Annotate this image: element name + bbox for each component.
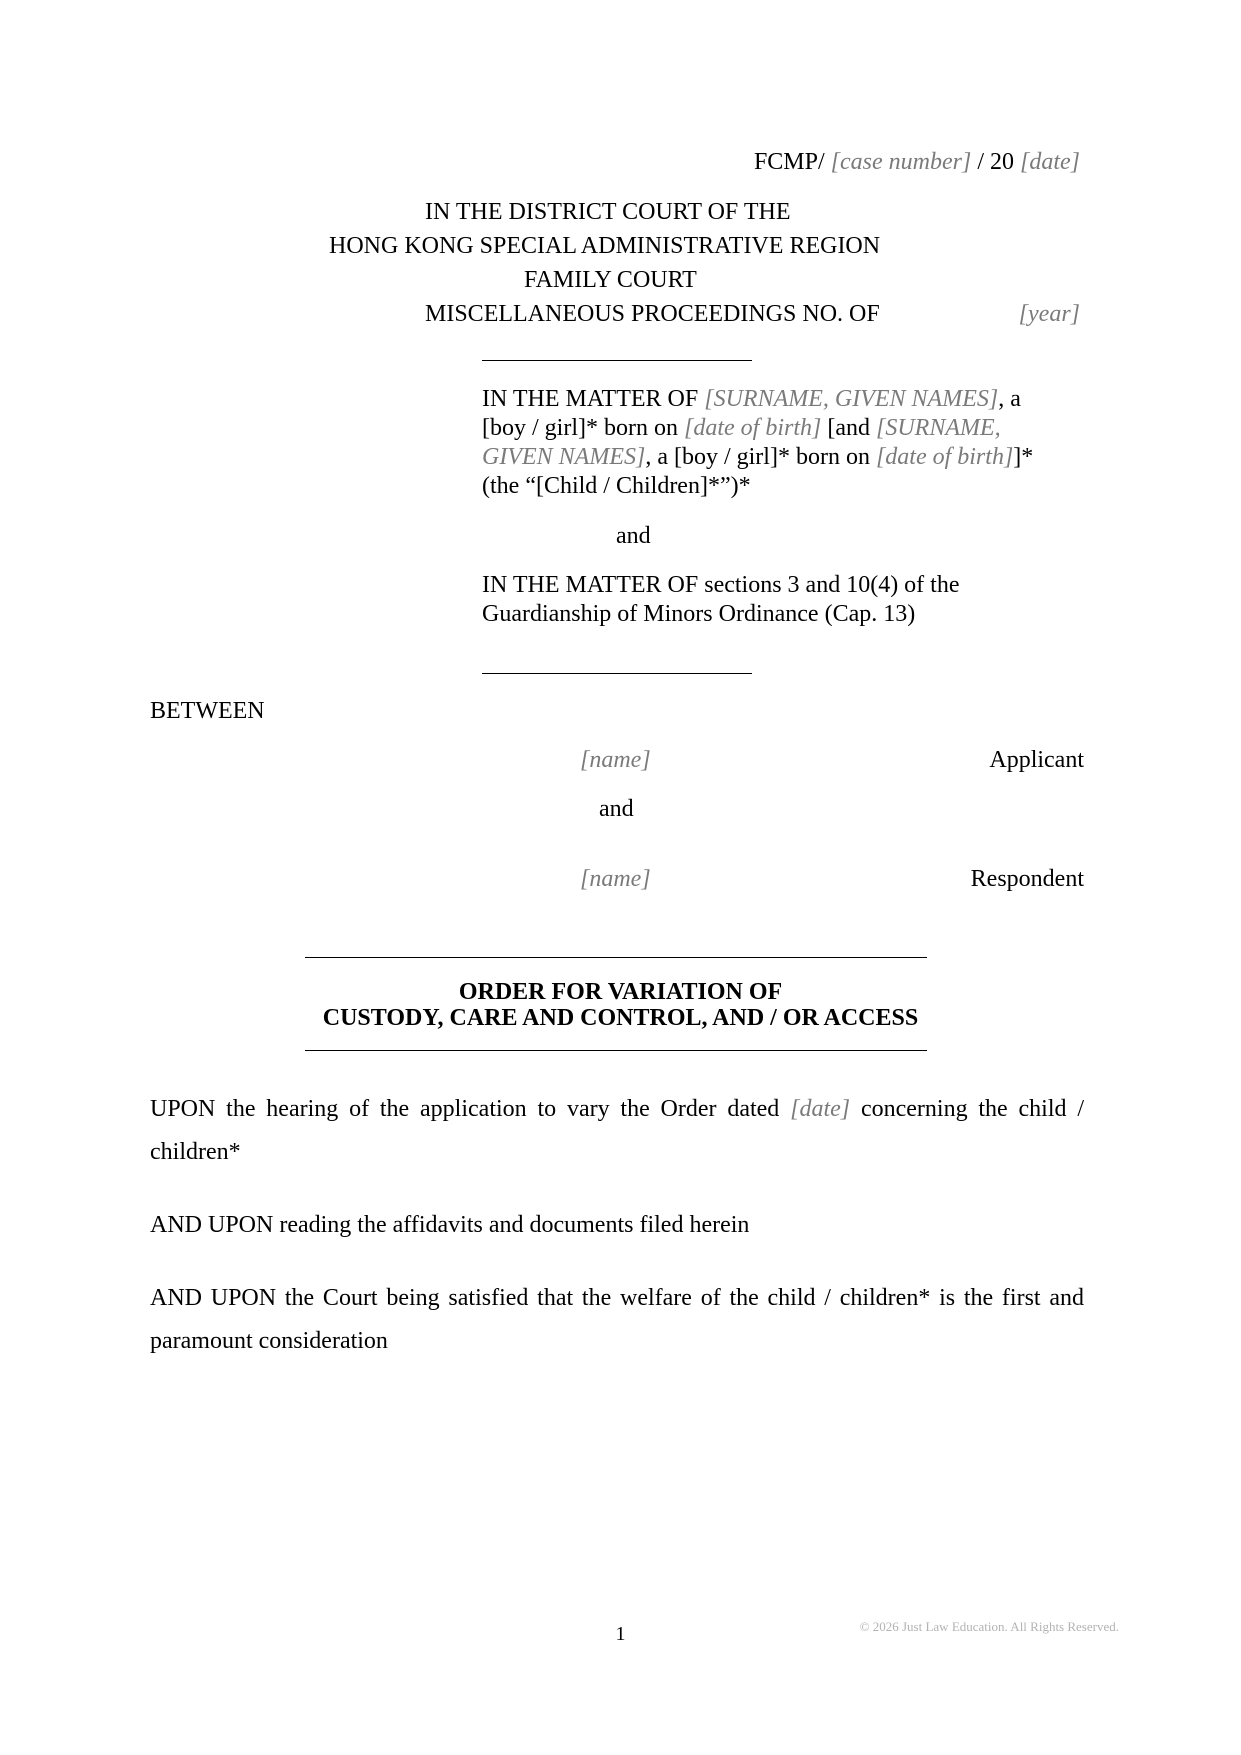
matter-children [482, 385, 1062, 501]
matter1-text-2: , a [boy / girl]* born on [482, 386, 1021, 441]
second-child-dob-placeholder: [date of birth] [875, 444, 1014, 470]
respondent-name-placeholder: [name] [580, 866, 651, 892]
matter1-text-1: IN THE MATTER OF [482, 386, 705, 412]
case-prefix: FCMP/ [753, 149, 825, 175]
matter-and: and [616, 523, 651, 549]
case-year-prefix: / 20 [977, 149, 1014, 175]
case-date-placeholder: [date] [1020, 149, 1080, 175]
order-date-placeholder: [date] [790, 1096, 851, 1122]
applicant-label: Applicant [989, 747, 1084, 773]
matter-ordinance [482, 571, 1062, 629]
recital-1-text-a: UPON the hearing of the application to vary the Order dated [150, 1096, 791, 1122]
parties-and: and [599, 796, 634, 822]
respondent-label: Respondent [970, 866, 1084, 892]
recital-welfare: AND UPON the Court being satisfied that the welfare of the child / children* is the first and paramount consideration [150, 1285, 1084, 1354]
child-dob-placeholder: [date of birth] [683, 415, 822, 441]
between-label: BETWEEN [150, 698, 265, 724]
recital-hearing [150, 1088, 1084, 1174]
divider-top [482, 360, 752, 361]
applicant-name-placeholder: [name] [580, 747, 651, 773]
copyright-notice: © 2026 Just Law Education. All Rights Reserved. [859, 1619, 1119, 1634]
matter1-text-4: , a [boy / girl]* born on [645, 444, 876, 470]
title-rule-top [305, 957, 927, 958]
case-number-placeholder: [case number] [830, 149, 972, 175]
case-reference [754, 148, 1080, 177]
child-name-placeholder: [SURNAME, GIVEN NAMES] [704, 386, 999, 412]
order-title-line-2: CUSTODY, CARE AND CONTROL, AND / OR ACCESS [322, 1005, 919, 1031]
matter2-text: IN THE MATTER OF sections 3 and 10(4) of the Guardianship of Minors Ordinance (Cap. 13) [482, 572, 960, 627]
matter1-text-3: [and [821, 415, 876, 441]
matter1-text-5: ]* (the “[Child / Children]*”)* [482, 444, 1034, 499]
recital-1-text-b: concerning the child / children* [150, 1096, 1085, 1165]
court-line-4: MISCELLANEOUS PROCEEDINGS NO. OF [425, 301, 880, 327]
court-line-3: FAMILY COURT [524, 267, 697, 293]
page-number: 1 [615, 1623, 626, 1645]
order-title-line-1: ORDER FOR VARIATION OF [458, 979, 783, 1005]
court-line-1: IN THE DISTRICT COURT OF THE [425, 199, 791, 225]
title-rule-bottom [305, 1050, 927, 1051]
second-child-name-placeholder: [SURNAME, GIVEN NAMES] [482, 415, 1001, 470]
divider-middle [482, 673, 752, 674]
year-placeholder: [year] [1018, 301, 1080, 327]
court-line-2: HONG KONG SPECIAL ADMINISTRATIVE REGION [329, 233, 881, 259]
recital-affidavits: AND UPON reading the affidavits and documents filed herein [150, 1212, 750, 1238]
